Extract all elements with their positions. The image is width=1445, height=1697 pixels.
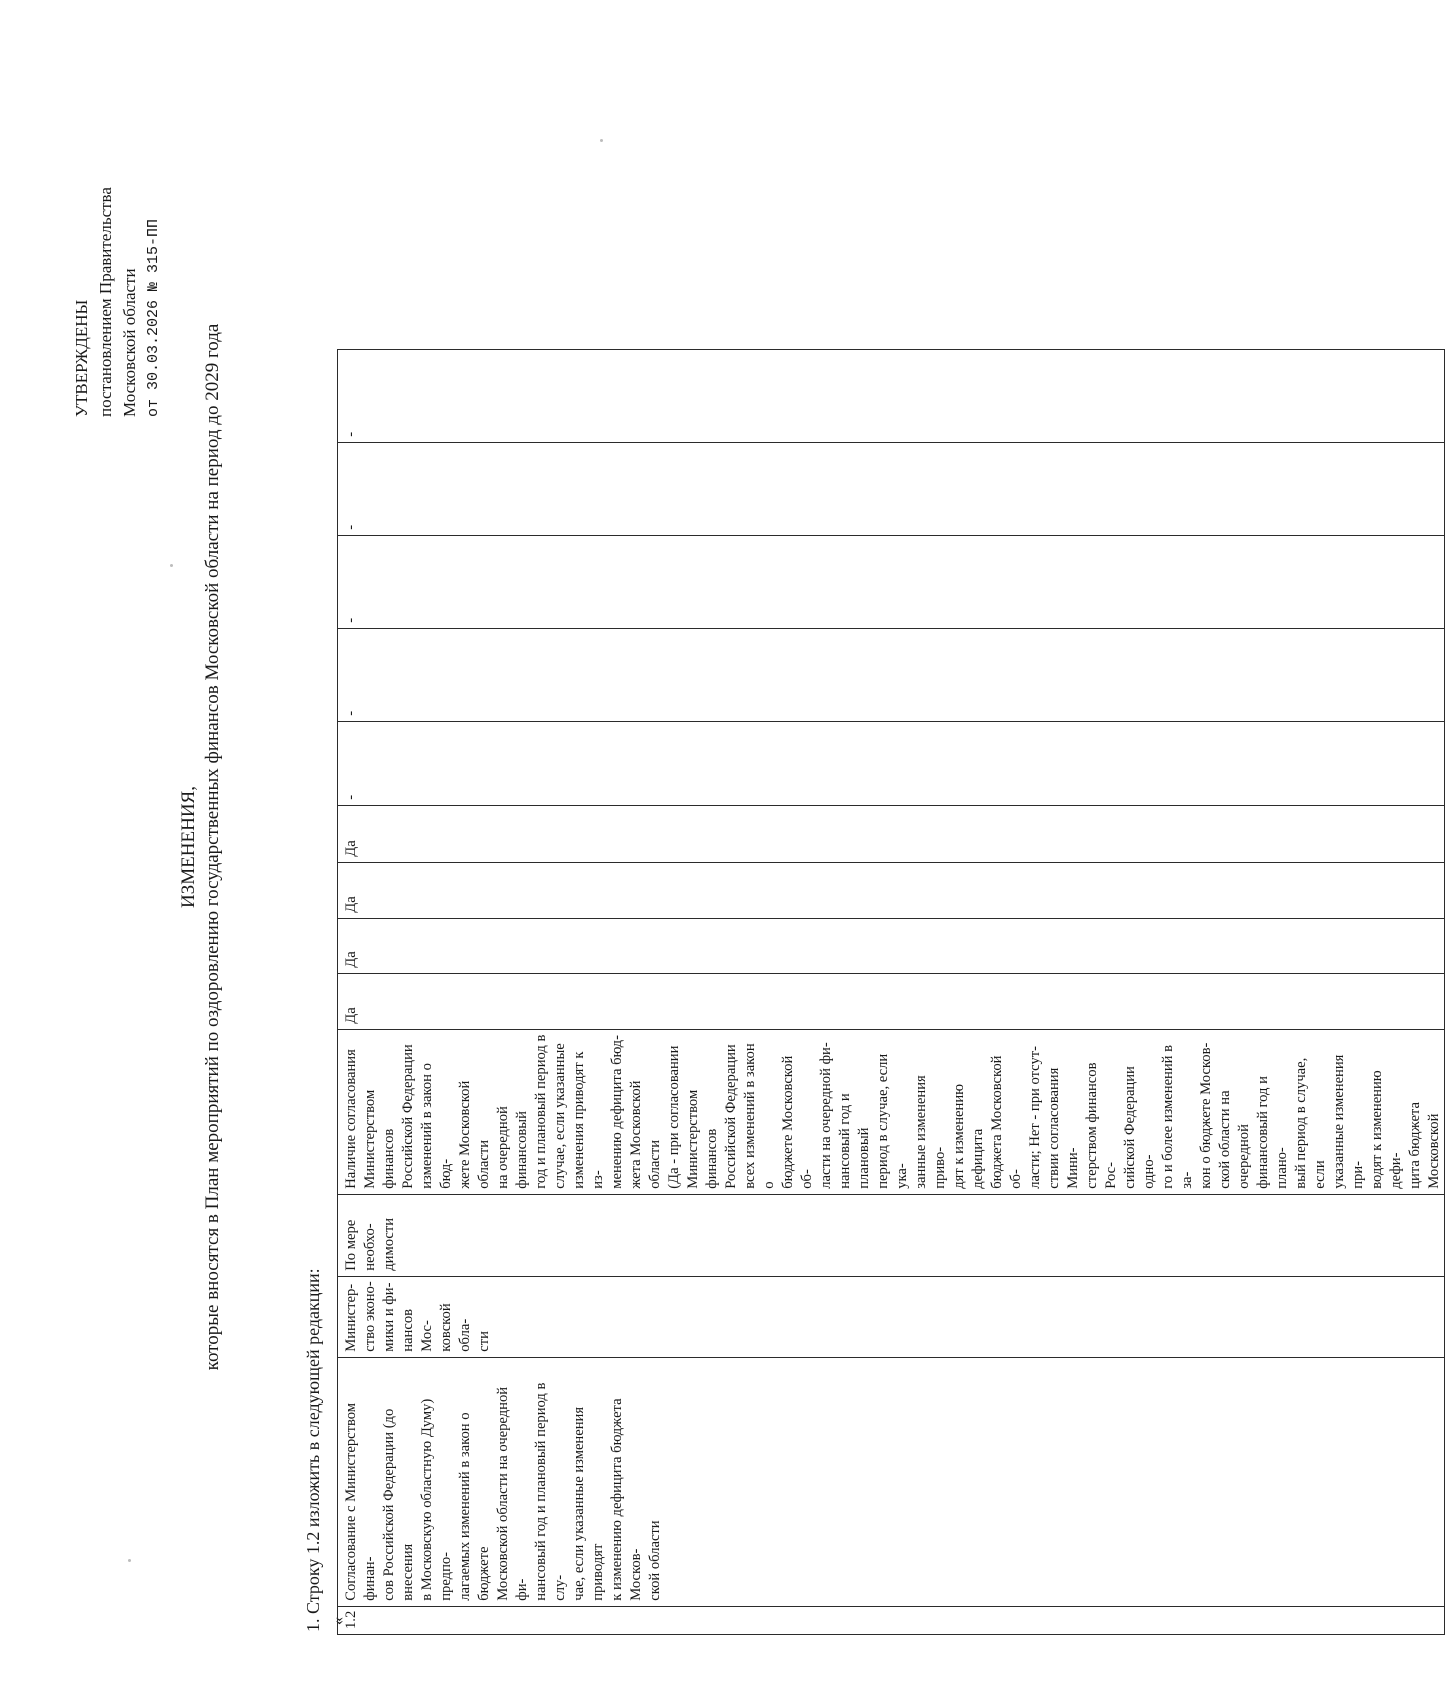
value-cell: [338, 973, 1445, 1029]
value-7: -: [343, 617, 359, 623]
deadline-text: По мере необхо- димости: [343, 1217, 397, 1271]
approval-line-1: УТВЕРЖДЕНЫ: [72, 299, 91, 417]
scan-speck: [128, 1559, 131, 1562]
value-5: -: [343, 794, 359, 800]
responsible-cell: [338, 1276, 1445, 1357]
value-cell: [338, 349, 1445, 442]
value-cell: [338, 918, 1445, 973]
value-3: Да: [343, 896, 359, 913]
document-title: [177, 197, 225, 1497]
value-cell: [338, 862, 1445, 918]
approval-block: [70, 57, 166, 417]
value-cell: [338, 628, 1445, 721]
approval-line-2: постановлением Правительства: [96, 187, 115, 417]
value-8: -: [343, 524, 359, 530]
value-cell: [338, 805, 1445, 862]
value-cell: [338, 442, 1445, 535]
row-number: 1.2: [343, 1610, 359, 1629]
title-heading: ИЗМЕНЕНИЯ,: [178, 786, 199, 908]
value-2: Да: [343, 951, 359, 968]
intro-text: 1. Строку 1.2 изложить в следующей редакции:: [303, 1268, 323, 1632]
value-1: Да: [343, 1007, 359, 1024]
value-9: -: [343, 431, 359, 437]
approval-line-3: Московской области: [120, 268, 139, 417]
row-number-cell: [338, 1606, 1445, 1634]
changes-table: [337, 349, 1445, 1635]
responsible-text: Министер- ство эконо- мики и фи- нансов Мос- ковской обла- сти: [343, 1281, 492, 1352]
value-6: -: [343, 710, 359, 716]
indicator-cell: [338, 1029, 1445, 1194]
value-cell: [338, 721, 1445, 805]
table-row: [338, 349, 1445, 1634]
opening-quote-mark: «: [330, 1617, 347, 1625]
deadline-cell: [338, 1194, 1445, 1276]
value-4: Да: [343, 840, 359, 857]
measure-cell: [338, 1357, 1445, 1606]
value-cell: [338, 535, 1445, 628]
scan-speck: [600, 139, 603, 142]
scan-speck: [170, 564, 173, 567]
indicator-text: Наличие согласования Министерством финансов Российской Федерации изменений в закон о бюд- жете Московской области на очередной финансовый год и плановый период в случае, если указанные изменения приводят к из- менению дефицита бюд- жета Московской области (Да - при согласовании Министерством финансов Российской Федерации всех изменений в закон о бюджете Московской об- ласти на очередной фи- нансовый год и плановый период в случае, если ука- занные изменения приво- дят к изменению дефицита бюджета Московской об- ласти; Нет - при отсут- ствии согласования Мини- стерством финансов Рос- сийской Федерации одно- го и более изменений в за- кон о бюджете Москов- ской области на очередной финансовый год и плано- вый период в случае, если указанные изменения при- водят к изменению дефи- цита бюджета Московской: [343, 1034, 1442, 1189]
title-subheading: которые вносятся в План мероприятий по оздоровлению государственных финансов Московской области на период до 2029 года: [202, 323, 223, 1371]
decree-reference: от 30.03.2026 № 315-ПП: [145, 218, 162, 417]
measure-text: Согласование с Министерством финан- сов Российской Федерации (до внесения в Московскую областную Думу) предпо- лагаемых изменений в закон о бюджете Московской области на очередной фи- нансовый год и плановый период в слу- чае, если указанные изменения приводят к изменению дефицита бюджета Москов- ской области: [343, 1382, 663, 1601]
